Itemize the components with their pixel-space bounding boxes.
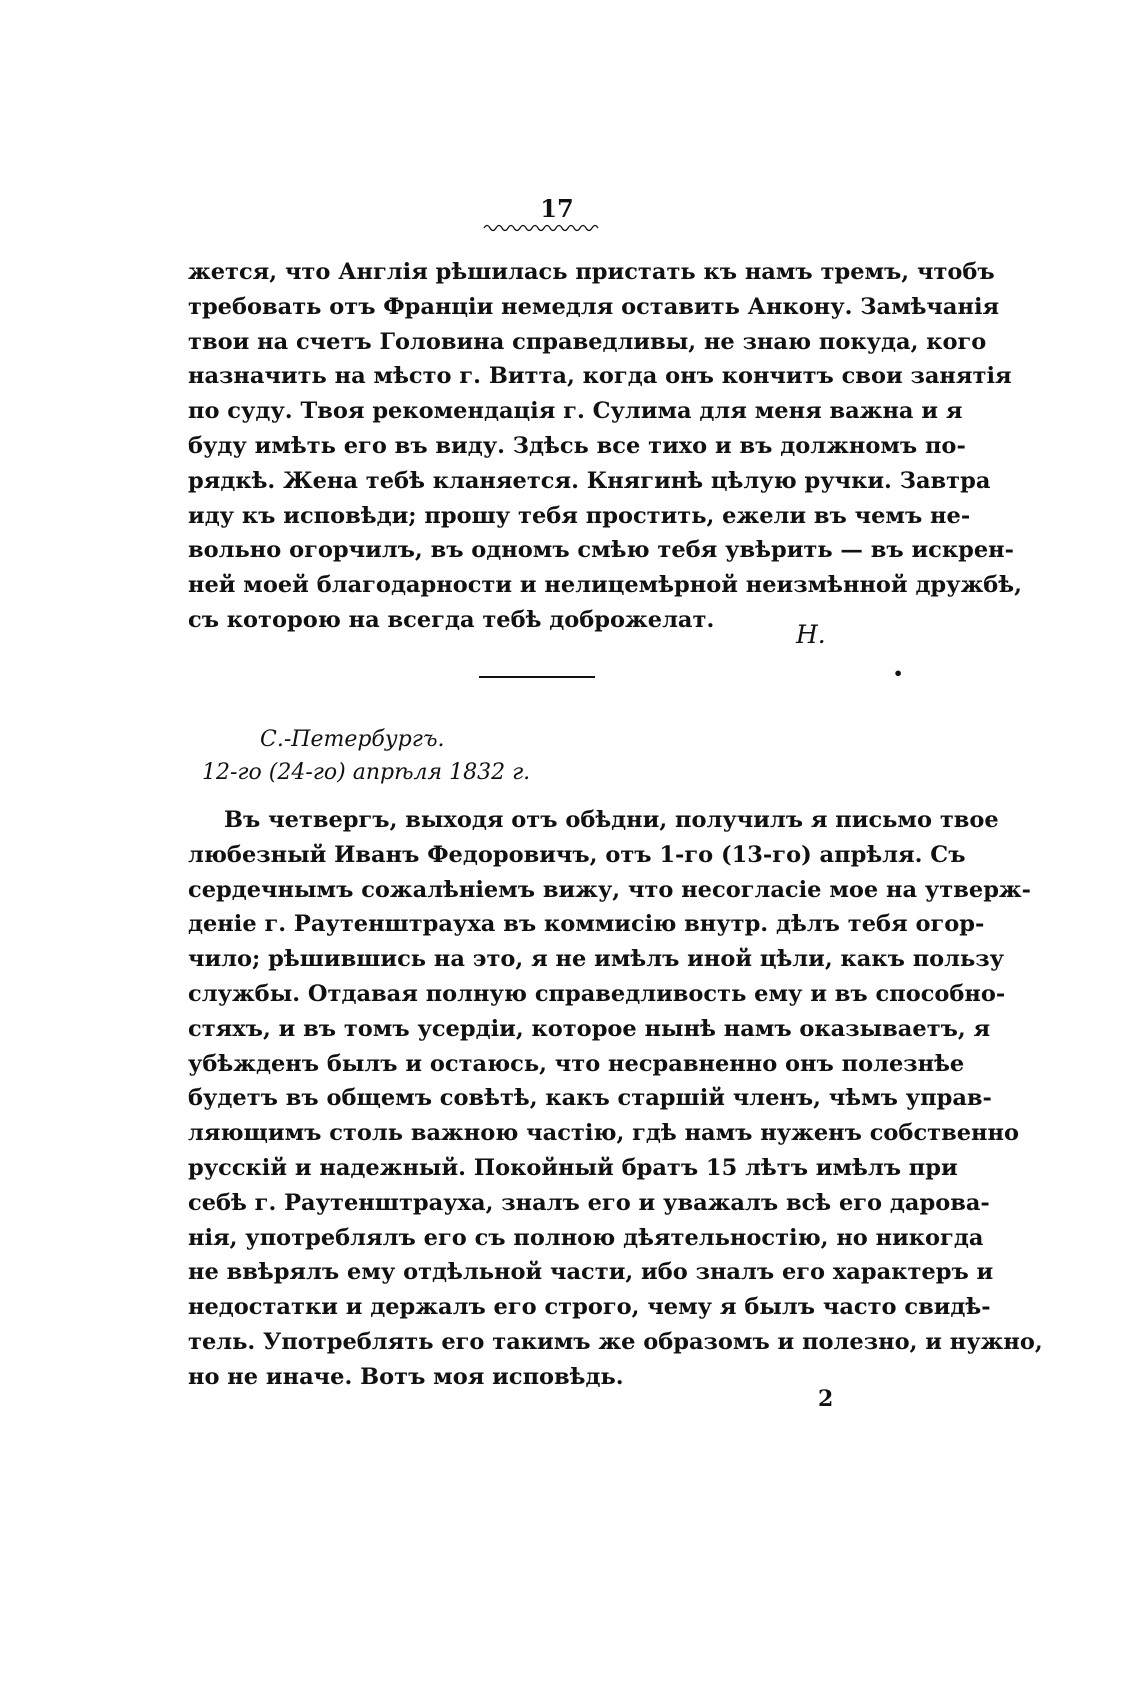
text-line: будетъ въ общемъ совѣтѣ, какъ старшій членъ, чѣмъ управ- [188, 1085, 992, 1112]
wavy-ornament [482, 220, 602, 234]
letter-2-date: 12-го (24-го) апрѣля 1832 г. [202, 760, 531, 785]
text-line: буду имѣть его въ виду. Здѣсь все тихо и въ должномъ по- [188, 432, 966, 459]
text-line: стяхъ, и въ томъ усердіи, которое нынѣ намъ оказываетъ, я [188, 1015, 991, 1042]
text-line: но не иначе. Вотъ моя исповѣдь. [188, 1363, 624, 1390]
text-line: убѣжденъ былъ и остаюсь, что несравненно онъ полезнѣе [188, 1050, 965, 1077]
text-line: чило; рѣшившись на это, я не имѣлъ иной цѣли, какъ пользу [188, 946, 1005, 973]
text-line: рядкѣ. Жена тебѣ кланяется. Княгинѣ цѣлую ручки. Завтра [188, 467, 991, 494]
text-line: тель. Употреблять его такимъ же образомъ и полезно, и нужно, [188, 1328, 1043, 1355]
text-line: назначить на мѣсто г. Витта, когда онъ кончитъ свои занятія [188, 363, 1012, 390]
text-line: Въ четвергъ, выходя отъ обѣдни, получилъ я письмо твое [224, 807, 999, 833]
text-line: деніе г. Раутенштрауха въ коммисію внутр. дѣлъ тебя огор- [188, 911, 985, 938]
text-line: съ которою на всегда тебѣ доброжелат. [188, 606, 715, 633]
sheet-signature-number: 2 [818, 1386, 834, 1412]
print-speck: • [893, 664, 904, 683]
text-line: службы. Отдавая полную справедливость ему и въ способно- [188, 980, 1006, 1007]
letter-1-body [188, 255, 1022, 638]
text-line: не ввѣрялъ ему отдѣльной части, ибо зналъ его характеръ и [188, 1259, 994, 1286]
text-line: твои на счетъ Головина справедливы, не знаю покуда, кого [188, 328, 987, 355]
text-line: себѣ г. Раутенштрауха, зналъ его и уважалъ всѣ его дарова- [188, 1189, 990, 1216]
text-line: ней моей благодарности и нелицемѣрной неизмѣнной дружбѣ, [188, 572, 1022, 599]
text-line: недостатки и держалъ его строго, чему я былъ часто свидѣ- [188, 1294, 991, 1321]
text-line: сердечнымъ сожалѣніемъ вижу, что несогласіе мое на утверж- [188, 876, 1031, 903]
text-line: вольно огорчилъ, въ одномъ смѣю тебя увѣрить — въ искрен- [188, 537, 1014, 564]
text-line: любезный Иванъ Федоровичъ, отъ 1-го (13-го) апрѣля. Съ [188, 841, 966, 868]
text-line: русскій и надежный. Покойный братъ 15 лѣтъ имѣлъ при [188, 1154, 958, 1181]
text-line: требовать отъ Франціи немедля оставить Анкону. Замѣчанія [188, 293, 1000, 320]
letter-2-place: С.-Петербургъ. [260, 727, 445, 752]
text-line: ляющимъ столь важною частію, гдѣ намъ нуженъ собственно [188, 1120, 1019, 1147]
text-line: нія, употреблялъ его съ полною дѣятельностію, но никогда [188, 1224, 984, 1251]
text-line: по суду. Твоя рекомендація г. Сулима для меня важна и я [188, 398, 963, 425]
letter-2-body [188, 803, 1043, 1395]
text-line: иду къ исповѣди; прошу тебя простить, ежели въ чемъ не- [188, 502, 971, 529]
text-line: жется, что Англія рѣшилась пристать къ намъ тремъ, чтобъ [188, 259, 995, 285]
page-number: 17 [540, 194, 574, 223]
letter-1-signature: Н. [796, 620, 826, 649]
section-divider [479, 676, 595, 678]
